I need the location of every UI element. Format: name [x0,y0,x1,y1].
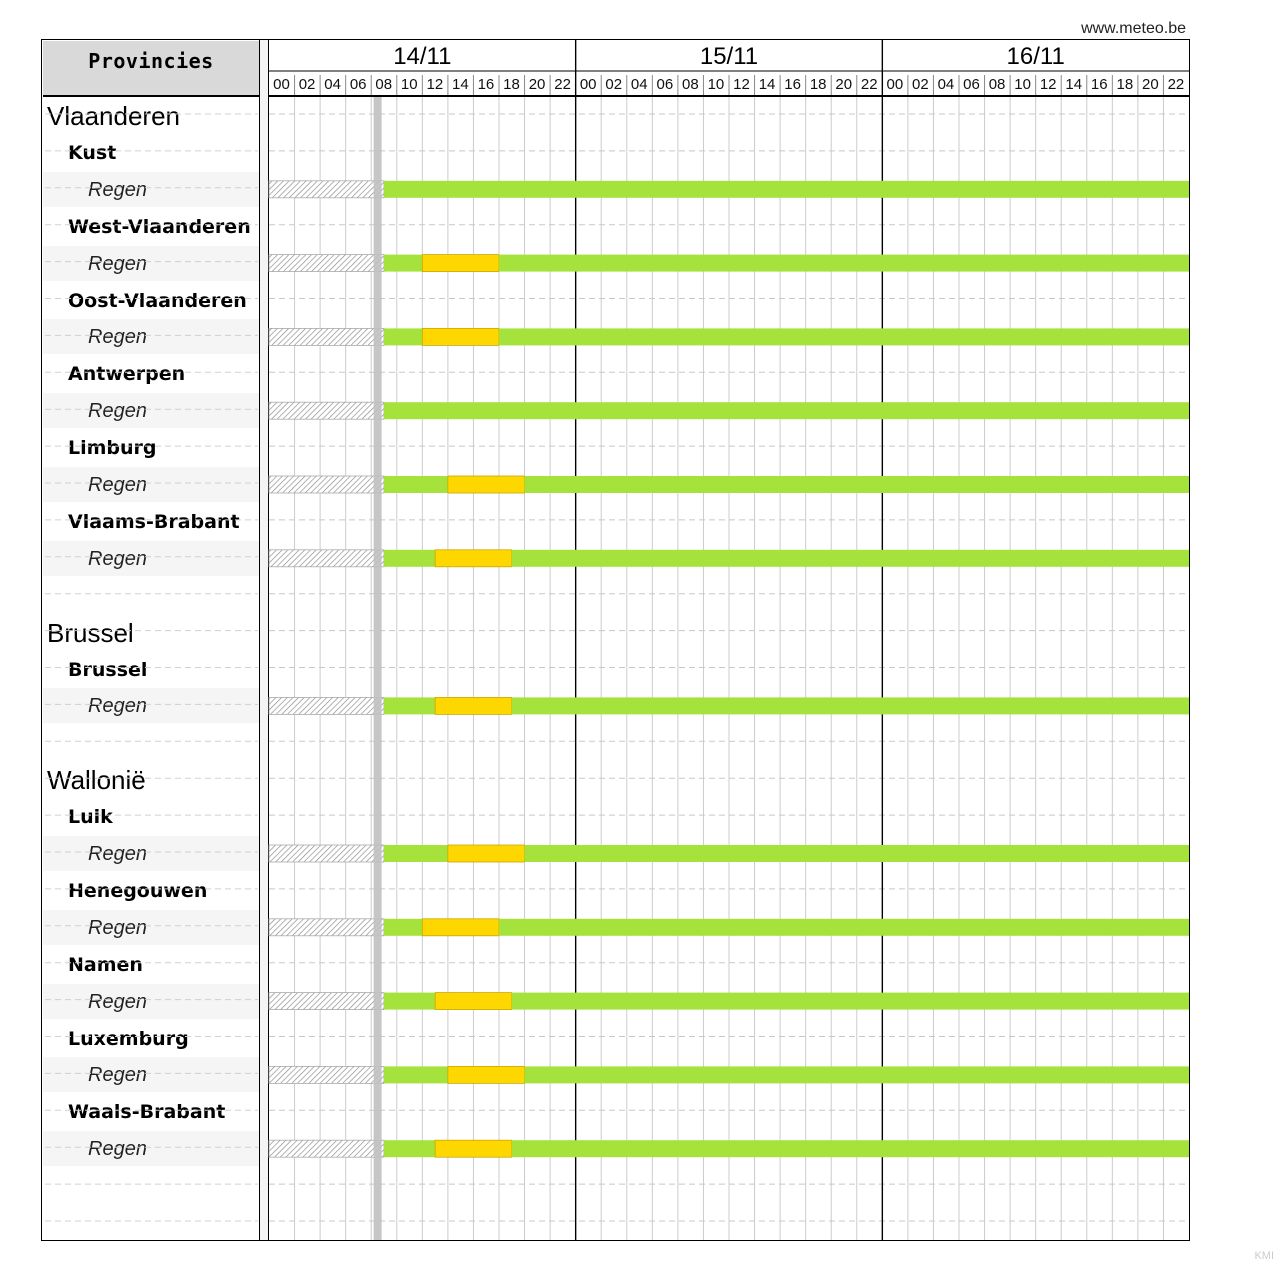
elevated-risk-bar [422,919,499,936]
low-risk-bar [525,845,1189,862]
param-label: Regen [88,1064,147,1087]
low-risk-bar [512,550,1189,567]
observed-bar [269,255,384,272]
province-label: West-Vlaanderen [68,215,251,238]
param-label: Regen [88,178,147,201]
hour-label: 22 [860,76,878,93]
province-label: Antwerpen [68,363,186,386]
observed-bar [269,1066,384,1083]
elevated-risk-bar [435,993,512,1010]
low-risk-bar [384,1140,435,1157]
observed-bar [269,697,384,714]
observed-bar [269,476,384,493]
province-label: Luik [68,806,113,829]
hour-label: 00 [579,76,597,93]
observed-bar [269,845,384,862]
elevated-risk-bar [448,845,525,862]
low-risk-bar [499,255,1189,272]
hour-label: 02 [605,76,623,93]
hour-label: 08 [988,76,1006,93]
observed-bar [269,328,384,345]
province-label: Henegouwen [68,879,208,902]
province-label: Limburg [68,437,157,460]
elevated-risk-bar [435,550,512,567]
hour-label: 06 [349,76,367,93]
param-label: Regen [88,990,147,1013]
hour-label: 08 [375,76,393,93]
observed-bar [269,550,384,567]
param-label: Regen [88,916,147,939]
hour-label: 16 [477,76,495,93]
region-label: Wallonië [47,765,146,796]
param-label: Regen [88,252,147,275]
low-risk-bar [384,845,448,862]
elevated-risk-bar [448,476,525,493]
hour-label: 14 [1065,76,1083,93]
low-risk-bar [384,919,422,936]
low-risk-bar [384,476,448,493]
hour-label: 00 [886,76,904,93]
hour-label: 20 [1142,76,1159,93]
observed-bar [269,402,384,419]
kmi-badge: KMI [1254,1250,1274,1262]
hour-label: 22 [554,76,571,93]
province-label: Luxemburg [68,1027,189,1050]
elevated-risk-bar [448,1066,525,1083]
current-time-marker [374,97,382,1240]
hour-label: 00 [273,76,290,93]
hour-label: 20 [835,76,853,93]
param-label: Regen [88,1138,147,1161]
hour-label: 04 [324,76,341,93]
hour-label: 12 [733,76,750,93]
province-label: Brussel [68,658,148,681]
day-label: 15/11 [699,43,759,70]
low-risk-bar [525,476,1189,493]
hour-label: 18 [809,76,827,93]
low-risk-bar [499,919,1189,936]
param-label: Regen [88,400,147,423]
low-risk-bar [525,1066,1189,1083]
region-label: Vlaanderen [47,101,180,131]
hour-label: 20 [528,76,546,93]
elevated-risk-bar [435,697,512,714]
observed-bar [269,1140,384,1157]
low-risk-bar [384,181,1189,198]
hour-label: 06 [656,76,674,93]
province-label: Namen [68,953,143,976]
low-risk-bar [384,993,435,1010]
hour-label: 10 [707,76,725,93]
provinces-column-header: Provincies [43,41,259,97]
hour-label: 04 [630,76,648,93]
hour-label: 18 [503,76,520,93]
observed-bar [269,919,384,936]
hour-label: 10 [400,76,418,93]
day-label: 14/11 [393,43,452,70]
low-risk-bar [512,1140,1189,1157]
hour-label: 16 [1090,76,1108,93]
hour-label: 12 [426,76,444,93]
hour-label: 04 [937,76,955,93]
hour-label: 14 [758,76,776,93]
param-label: Regen [88,843,147,865]
hour-label: 08 [682,76,699,93]
hour-label: 14 [452,76,469,93]
hour-label: 10 [1014,76,1031,93]
province-label: Oost-Vlaanderen [68,289,247,312]
province-label: Vlaams-Brabant [68,510,240,533]
low-risk-bar [512,993,1189,1010]
observed-bar [269,181,384,198]
hour-label: 06 [963,76,980,93]
low-risk-bar [384,328,422,345]
elevated-risk-bar [435,1140,512,1157]
param-label: Regen [88,474,147,496]
source-url: www.meteo.be [1081,20,1186,37]
hour-label: 16 [784,76,801,93]
elevated-risk-bar [422,255,499,272]
low-risk-bar [499,328,1189,345]
low-risk-bar [384,402,1189,419]
region-label: Brussel [47,617,134,648]
low-risk-bar [384,697,435,714]
hour-label: 12 [1039,76,1057,93]
observed-bar [269,993,384,1010]
low-risk-bar [512,697,1189,714]
hour-label: 18 [1116,76,1134,93]
elevated-risk-bar [422,328,499,345]
province-label: Kust [68,141,117,164]
param-label: Regen [88,547,147,570]
day-label: 16/11 [1006,43,1065,70]
hour-label: 02 [912,76,929,93]
low-risk-bar [384,255,422,272]
province-label: Waals-Brabant [68,1101,226,1124]
param-label: Regen [88,695,147,718]
low-risk-bar [384,550,435,567]
param-label: Regen [88,326,147,349]
hour-label: 02 [298,76,316,93]
low-risk-bar [384,1066,448,1083]
hour-label: 22 [1167,76,1185,93]
